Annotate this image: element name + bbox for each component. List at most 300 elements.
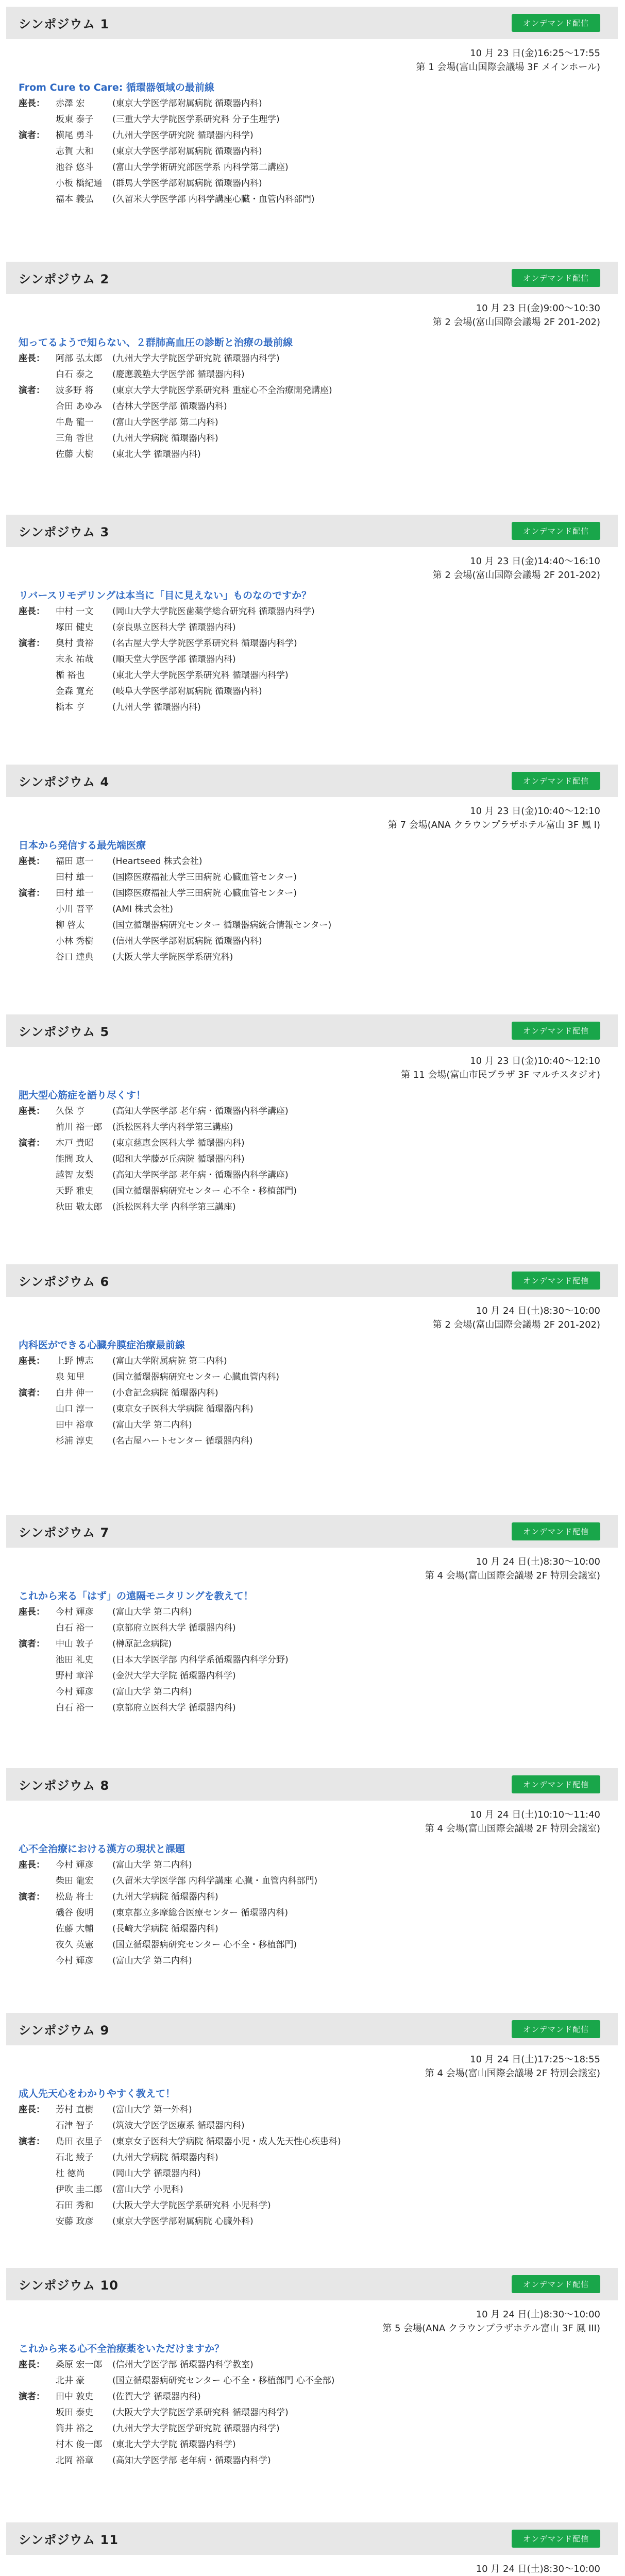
symposium-section [6, 1515, 618, 1716]
person-affiliation: (信州大学医学部附属病院 循環器内科) [112, 936, 262, 946]
person-name: 福本 義弘 [56, 194, 94, 205]
person-affiliation: (富山大学 第二内科) [112, 1420, 192, 1430]
person-role [19, 684, 56, 700]
person-name: 谷口 達典 [56, 952, 94, 962]
session-datetime: 10 月 24 日(土)8:30～10:00 [476, 2309, 600, 2320]
session-theme [6, 1088, 618, 1103]
person-affiliation: (長崎大学病院 循環器内科) [112, 1924, 218, 1934]
person-name: 村木 俊一郎 [56, 2439, 103, 2450]
person-row [19, 2453, 618, 2469]
person-list [6, 1604, 618, 1716]
person-row [19, 2437, 618, 2453]
person-role [19, 144, 56, 160]
person-row [19, 1668, 618, 1684]
person-role [19, 415, 56, 431]
person-row [19, 1183, 618, 1199]
symposium-section [6, 2268, 618, 2469]
person-name: 橋本 亨 [56, 702, 85, 713]
person-role: 演者： [19, 2137, 45, 2147]
person-role [19, 1905, 56, 1921]
person-row [19, 2102, 618, 2118]
person-affiliation: (国立循環器病研究センター 心不全・移植部門) [112, 1186, 297, 1196]
person-row [19, 192, 618, 208]
person-name: 楯 裕也 [56, 670, 85, 681]
session-theme-line: これから来る「はず」の遠隔モニタリングを教えて！ [19, 1590, 254, 1602]
person-affiliation: (佐賀大学 循環器内科) [112, 2392, 201, 2402]
person-name: 合田 あゆみ [56, 401, 103, 412]
person-affiliation: (大阪大学大学院医学系研究科) [112, 952, 233, 962]
person-row [19, 447, 618, 463]
symposium-header [6, 765, 618, 797]
person-role [19, 918, 56, 934]
symposium-section [6, 765, 618, 965]
person-affiliation: (富山大学 第二内科) [112, 1956, 192, 1966]
person-name: 杜 徳尚 [56, 2168, 85, 2179]
session-venue: 第 4 会場(富山国際会議場 2F 特別会議室) [425, 1570, 600, 1581]
person-row [19, 1104, 618, 1120]
person-row [19, 2182, 618, 2198]
person-affiliation: (久留米大学医学部 内科学講座心臓・血管内科部門) [112, 194, 315, 205]
person-row [19, 1120, 618, 1136]
person-name: 今村 輝彦 [56, 1687, 94, 1697]
person-name: 坂東 泰子 [56, 114, 94, 125]
person-role [19, 2373, 56, 2389]
person-role: 演者： [19, 2392, 45, 2402]
person-affiliation: (富山大学 第二内科) [112, 1860, 192, 1870]
session-info [6, 1054, 618, 1082]
person-name: 三角 香世 [56, 433, 94, 444]
person-name: 横尾 勇斗 [56, 130, 94, 141]
person-affiliation: (九州大学 循環器内科) [112, 702, 201, 713]
symposium-header [6, 2013, 618, 2045]
person-row [19, 431, 618, 447]
person-role [19, 2421, 56, 2437]
person-name: 白石 裕一 [56, 1623, 94, 1633]
ondemand-badge: オンデマンド配信 [512, 269, 600, 287]
session-theme-line: これから来る心不全治療薬をいただけますか？ [19, 2343, 225, 2354]
person-role [19, 652, 56, 668]
session-datetime: 10 月 23 日(金)9:00～10:30 [476, 303, 600, 314]
session-datetime: 10 月 23 日(金)10:40～12:10 [470, 806, 600, 817]
person-role [19, 1183, 56, 1199]
session-venue: 第 2 会場(富山国際会議場 2F 201-202) [432, 570, 600, 581]
person-name: 波多野 将 [56, 385, 94, 396]
person-name: 佐藤 大樹 [56, 449, 94, 460]
session-venue: 第 2 会場(富山国際会議場 2F 201-202) [432, 317, 600, 328]
symposium-title: シンポジウム 7 [19, 1526, 110, 1540]
person-affiliation: (東京都立多摩総合医療センター 循環器内科) [112, 1908, 288, 1918]
person-row [19, 1921, 618, 1937]
person-row [19, 1401, 618, 1417]
person-role [19, 2166, 56, 2182]
person-role: 座長： [19, 98, 45, 109]
person-role: 座長： [19, 1356, 45, 1366]
symposium-title: シンポジウム 9 [19, 2023, 110, 2038]
person-name: 石北 綾子 [56, 2153, 94, 2163]
person-name: 白石 泰之 [56, 369, 94, 380]
person-row [19, 2198, 618, 2214]
person-role [19, 2214, 56, 2230]
session-theme [6, 2342, 618, 2356]
person-name: 柳 啓太 [56, 920, 85, 930]
person-name: 夜久 英憲 [56, 1940, 94, 1950]
person-name: 泉 知里 [56, 1372, 85, 1382]
person-row [19, 1652, 618, 1668]
symposium-section [6, 1014, 618, 1215]
ondemand-badge: オンデマンド配信 [512, 2275, 600, 2293]
person-row [19, 399, 618, 415]
person-role [19, 176, 56, 192]
person-affiliation: (富山大学 第一外科) [112, 2105, 192, 2115]
person-affiliation: (筑波大学医学医療系 循環器内科) [112, 2121, 245, 2131]
person-role [19, 902, 56, 918]
session-info [6, 46, 618, 74]
person-name: 小林 秀樹 [56, 936, 94, 946]
ondemand-badge: オンデマンド配信 [512, 1522, 600, 1540]
person-role [19, 1417, 56, 1433]
person-role [19, 700, 56, 716]
person-role [19, 934, 56, 950]
person-role: 演者： [19, 1388, 45, 1398]
ondemand-badge: オンデマンド配信 [512, 522, 600, 540]
person-role [19, 1953, 56, 1969]
person-row [19, 1136, 618, 1151]
symposium-section [6, 1264, 618, 1449]
person-name: 島田 衣里子 [56, 2137, 103, 2147]
person-role [19, 2405, 56, 2421]
person-name: 磯谷 俊明 [56, 1908, 94, 1918]
person-row [19, 96, 618, 112]
person-role [19, 1620, 56, 1636]
person-role [19, 1369, 56, 1385]
person-list [6, 351, 618, 463]
person-list [6, 1857, 618, 1969]
person-row [19, 1636, 618, 1652]
person-name: 前川 裕一郎 [56, 1122, 103, 1132]
person-affiliation: (群馬大学医学部附属病院 循環器内科) [112, 178, 262, 189]
symposium-title: シンポジウム 3 [19, 525, 110, 539]
person-role: 演者： [19, 1138, 45, 1148]
session-venue: 第 11 会場(富山市民プラザ 3F マルチスタジオ) [401, 1070, 600, 1080]
person-row [19, 870, 618, 886]
person-affiliation: (岐阜大学医学部附属病院 循環器内科) [112, 686, 262, 697]
session-venue: 第 1 会場(富山国際会議場 3F メインホール) [416, 62, 600, 73]
symposium-header [6, 1014, 618, 1047]
session-venue: 第 7 会場(ANA クラウンプラザホテル富山 3F 鳳 I) [387, 820, 600, 831]
person-name: 秋田 敬太郎 [56, 1202, 103, 1212]
person-row [19, 1620, 618, 1636]
person-affiliation: (国立循環器病研究センター 循環器病統合情報センター) [112, 920, 332, 930]
session-theme-line: リバースリモデリングは本当に「目に見えない」ものなのですか？ [19, 590, 312, 601]
person-row [19, 886, 618, 902]
person-list [6, 854, 618, 965]
symposium-section [6, 1768, 618, 1969]
person-role [19, 1151, 56, 1167]
person-affiliation: (富山大学医学部 第二内科) [112, 417, 218, 428]
person-affiliation: (浜松医科大学内科学第三講座) [112, 1122, 233, 1132]
symposium-header [6, 262, 618, 294]
person-row [19, 2389, 618, 2405]
ondemand-badge: オンデマンド配信 [512, 1022, 600, 1040]
session-venue: 第 4 会場(富山国際会議場 2F 特別会議室) [425, 2068, 600, 2079]
person-affiliation: (東京大学医学部附属病院 循環器内科) [112, 98, 262, 109]
person-row [19, 1889, 618, 1905]
symposium-title: シンポジウム 6 [19, 1275, 110, 1289]
person-row [19, 415, 618, 431]
person-role [19, 2118, 56, 2134]
person-name: 池田 礼史 [56, 1655, 94, 1665]
person-name: 中山 敦子 [56, 1639, 94, 1649]
person-row [19, 668, 618, 684]
person-role [19, 431, 56, 447]
person-affiliation: (高知大学医学部 老年病・循環器内科学講座) [112, 1170, 289, 1180]
person-row [19, 1937, 618, 1953]
person-role [19, 1401, 56, 1417]
person-name: 志賀 大和 [56, 146, 94, 157]
person-role: 座長： [19, 1860, 45, 1870]
person-row [19, 700, 618, 716]
person-affiliation: (奈良県立医科大学 循環器内科) [112, 622, 236, 633]
session-info [6, 2562, 618, 2576]
session-theme-line: 内科医ができる心臓弁膜症治療最前線 [19, 1340, 185, 1351]
session-datetime: 10 月 24 日(土)8:30～10:00 [476, 2564, 600, 2574]
person-role [19, 192, 56, 208]
session-info [6, 804, 618, 832]
person-role [19, 1873, 56, 1889]
person-name: 北岡 裕章 [56, 2455, 94, 2466]
person-role: 座長： [19, 606, 45, 617]
ondemand-badge: オンデマンド配信 [512, 1272, 600, 1290]
person-row [19, 128, 618, 144]
person-name: 芳村 直樹 [56, 2105, 94, 2115]
person-row [19, 1353, 618, 1369]
symposium-header [6, 2522, 618, 2555]
person-affiliation: (東北大学大学院医学系研究科 循環器内科学) [112, 670, 289, 681]
person-affiliation: (富山大学附属病院 第二内科) [112, 1356, 227, 1366]
person-affiliation: (日本大学医学部 内科学系循環器内科学分野) [112, 1655, 289, 1665]
person-affiliation: (名古屋ハートセンター 循環器内科) [112, 1436, 253, 1446]
person-affiliation: (富山大学 第二内科) [112, 1687, 192, 1697]
person-affiliation: (大阪大学大学院医学系研究科 小児科学) [112, 2200, 271, 2211]
symposium-title: シンポジウム 1 [19, 17, 110, 31]
ondemand-badge: オンデマンド配信 [512, 2530, 600, 2548]
person-row [19, 1684, 618, 1700]
session-theme-line: 成人先天心をわかりやすく教えて！ [19, 2088, 176, 2099]
symposium-header [6, 1768, 618, 1801]
session-theme-line: 心不全治療における漢方の現状と課題 [19, 1843, 185, 1855]
person-affiliation: (京都府立医科大学 循環器内科) [112, 1703, 236, 1713]
person-role [19, 950, 56, 965]
person-list [6, 96, 618, 208]
person-list [6, 1104, 618, 1215]
person-role: 座長： [19, 1607, 45, 1617]
person-affiliation: (慶應義塾大学医学部 循環器内科) [112, 369, 245, 380]
person-affiliation: (東京大学医学部附属病院 循環器内科) [112, 146, 262, 157]
person-affiliation: (東北大学大学院 循環器内科学) [112, 2439, 236, 2450]
person-name: 久保 亨 [56, 1106, 85, 1116]
person-role: 座長： [19, 2105, 45, 2115]
symposium-section [6, 515, 618, 716]
session-theme [6, 1842, 618, 1856]
person-row [19, 1417, 618, 1433]
session-datetime: 10 月 24 日(土)17:25～18:55 [470, 2054, 600, 2065]
person-name: 木戸 貴昭 [56, 1138, 94, 1148]
person-name: 能間 政人 [56, 1154, 94, 1164]
person-name: 田中 敦史 [56, 2392, 94, 2402]
person-name: 安藤 政彦 [56, 2216, 94, 2227]
person-affiliation: (久留米大学医学部 内科学講座 心臓・血管内科部門) [112, 1876, 318, 1886]
person-role: 座長： [19, 2360, 45, 2370]
person-affiliation: (東京慈恵会医科大学 循環器内科) [112, 1138, 245, 1148]
person-name: 野村 章洋 [56, 1671, 94, 1681]
symposium-section [6, 7, 618, 208]
person-affiliation: (杏林大学医学部 循環器内科) [112, 401, 227, 412]
person-role [19, 447, 56, 463]
person-affiliation: (東京女子医科大学病院 循環器内科) [112, 1404, 254, 1414]
session-theme [6, 80, 618, 95]
session-info [6, 554, 618, 582]
person-affiliation: (国立循環器病研究センター 心臓血管内科) [112, 1372, 279, 1382]
person-role [19, 1668, 56, 1684]
person-row [19, 2373, 618, 2389]
session-info [6, 1808, 618, 1836]
session-datetime: 10 月 23 日(金)10:40～12:10 [470, 1056, 600, 1066]
session-theme-line: 知ってるようで知らない、２群肺高血圧の診断と治療の最前線 [19, 337, 293, 348]
person-role: 演者： [19, 1892, 45, 1902]
person-affiliation: (京都府立医科大学 循環器内科) [112, 1623, 236, 1633]
person-affiliation: (九州大学病院 循環器内科) [112, 2153, 218, 2163]
person-affiliation: (高知大学医学部 老年病・循環器内科学講座) [112, 1106, 289, 1116]
person-name: 牛島 龍一 [56, 417, 94, 428]
person-row [19, 383, 618, 399]
symposium-title: シンポジウム 4 [19, 775, 110, 789]
person-role [19, 2150, 56, 2166]
person-affiliation: (東北大学 循環器内科) [112, 449, 201, 460]
person-role [19, 1937, 56, 1953]
person-row [19, 950, 618, 965]
person-name: 白井 伸一 [56, 1388, 94, 1398]
person-row [19, 1700, 618, 1716]
person-role [19, 2437, 56, 2453]
person-name: 坂田 泰史 [56, 2408, 94, 2418]
person-row [19, 112, 618, 128]
person-role [19, 1120, 56, 1136]
person-affiliation: (Heartseed 株式会社) [112, 856, 202, 867]
person-affiliation: (昭和大学藤が丘病院 循環器内科) [112, 1154, 245, 1164]
session-theme [6, 588, 618, 603]
person-row [19, 1369, 618, 1385]
person-name: 田村 雄一 [56, 888, 94, 899]
person-role [19, 160, 56, 176]
person-name: 桑原 宏一郎 [56, 2360, 103, 2370]
person-row [19, 1151, 618, 1167]
session-info [6, 1304, 618, 1332]
person-role [19, 1921, 56, 1937]
person-role: 座長： [19, 1106, 45, 1116]
person-affiliation: (岡山大学 循環器内科) [112, 2168, 201, 2179]
person-list [6, 2357, 618, 2469]
person-row [19, 1873, 618, 1889]
person-role: 演者： [19, 130, 45, 141]
person-row [19, 854, 618, 870]
person-row [19, 1385, 618, 1401]
person-role [19, 1199, 56, 1215]
person-name: 末永 祐哉 [56, 654, 94, 665]
person-list [6, 604, 618, 716]
session-datetime: 10 月 23 日(金)16:25～17:55 [470, 48, 600, 59]
person-name: 上野 博志 [56, 1356, 94, 1366]
person-name: 奥村 貴裕 [56, 638, 94, 649]
person-name: 阿部 弘太郎 [56, 353, 103, 364]
person-row [19, 1167, 618, 1183]
person-row [19, 934, 618, 950]
session-datetime: 10 月 24 日(土)10:10～11:40 [470, 1809, 600, 1820]
session-venue: 第 2 会場(富山国際会議場 2F 201-202) [432, 1319, 600, 1330]
person-name: 今村 輝彦 [56, 1956, 94, 1966]
person-row [19, 2405, 618, 2421]
session-datetime: 10 月 24 日(土)8:30～10:00 [476, 1306, 600, 1316]
session-venue: 第 4 会場(富山国際会議場 2F 特別会議室) [425, 1823, 600, 1834]
person-affiliation: (金沢大学大学院 循環器内科学) [112, 1671, 236, 1681]
person-name: 今村 輝彦 [56, 1607, 94, 1617]
symposium-title: シンポジウム 10 [19, 2278, 119, 2293]
symposium-header [6, 515, 618, 547]
symposium-header [6, 1264, 618, 1297]
person-affiliation: (大阪大学大学院医学系研究科 循環器内科学) [112, 2408, 289, 2418]
person-role [19, 2198, 56, 2214]
symposium-header [6, 7, 618, 39]
person-name: 天野 雅史 [56, 1186, 94, 1196]
person-name: 金森 寛充 [56, 686, 94, 697]
person-role [19, 620, 56, 636]
person-affiliation: (榊原記念病院) [112, 1639, 172, 1649]
person-name: 白石 裕一 [56, 1703, 94, 1713]
person-affiliation: (小倉記念病院 循環器内科) [112, 1388, 218, 1398]
session-theme-line: From Cure to Care: 循環器領域の最前線 [19, 82, 214, 93]
symposium-header [6, 2268, 618, 2300]
session-datetime: 10 月 24 日(土)8:30～10:00 [476, 1556, 600, 1567]
person-row [19, 144, 618, 160]
person-list [6, 2102, 618, 2230]
person-affiliation: (九州大学病院 循環器内科) [112, 1892, 218, 1902]
person-name: 杉浦 淳史 [56, 1436, 94, 1446]
person-affiliation: (国立循環器病研究センター 心不全・移植部門) [112, 1940, 297, 1950]
person-row [19, 2166, 618, 2182]
person-role: 座長： [19, 353, 45, 364]
ondemand-badge: オンデマンド配信 [512, 772, 600, 790]
session-theme [6, 2087, 618, 2101]
session-datetime: 10 月 23 日(金)14:40～16:10 [470, 556, 600, 567]
person-row [19, 902, 618, 918]
symposium-section [6, 262, 618, 463]
person-affiliation: (九州大学大学院医学研究院 循環器内科学) [112, 353, 280, 364]
person-name: 北井 豪 [56, 2376, 85, 2386]
person-row [19, 2118, 618, 2134]
person-role: 座長： [19, 856, 45, 867]
person-role [19, 870, 56, 886]
person-row [19, 918, 618, 934]
person-role [19, 1167, 56, 1183]
symposium-section [6, 2013, 618, 2230]
person-name: 赤澤 宏 [56, 98, 85, 109]
person-role [19, 399, 56, 415]
person-row [19, 1905, 618, 1921]
person-row [19, 160, 618, 176]
person-row [19, 1199, 618, 1215]
person-name: 田村 雄一 [56, 872, 94, 883]
symposium-title: シンポジウム 2 [19, 272, 110, 286]
person-role: 演者： [19, 638, 45, 649]
